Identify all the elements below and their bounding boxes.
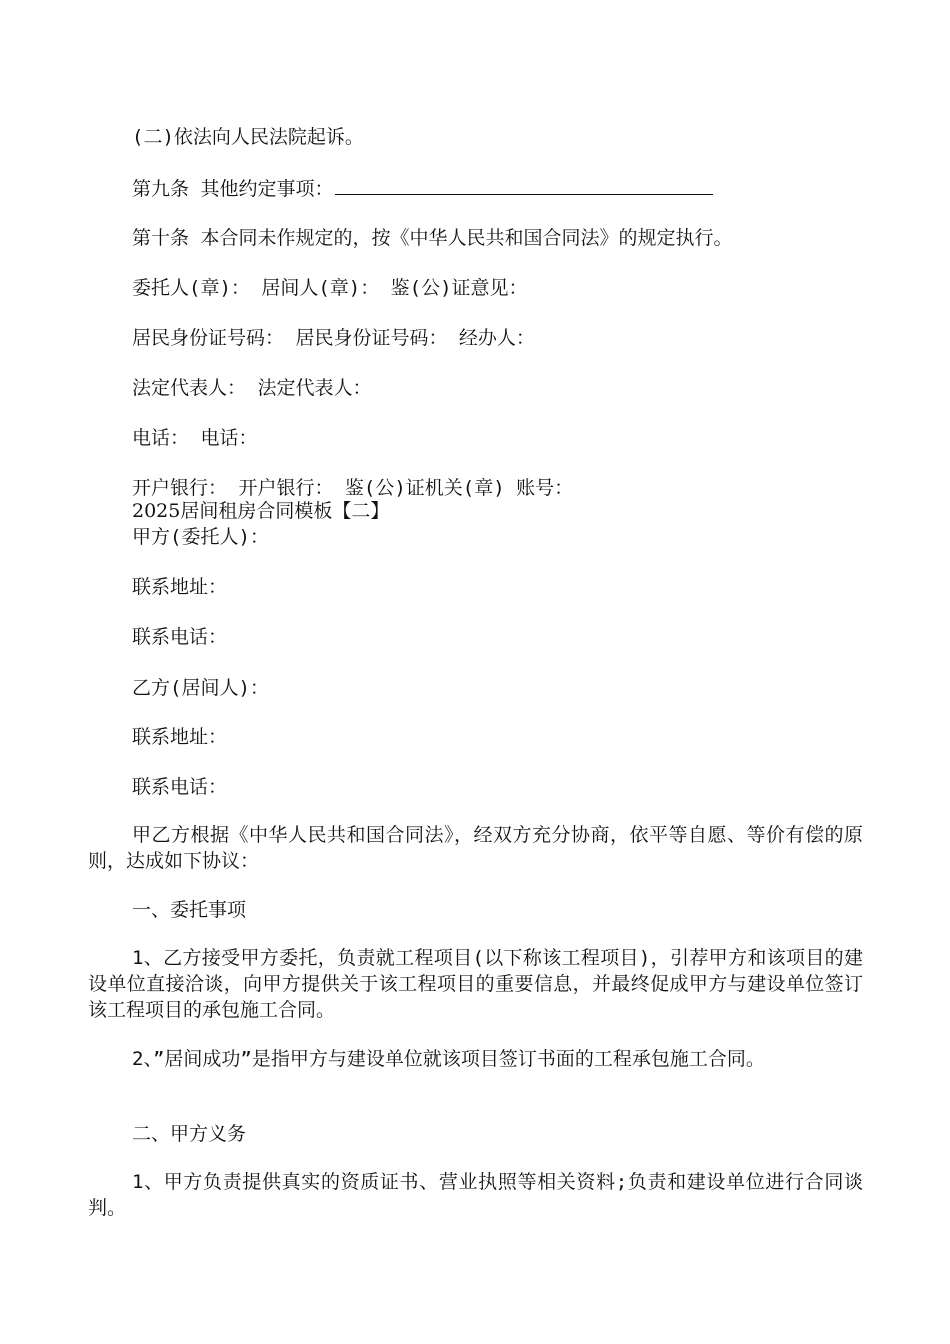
party-a-phone: 联系电话：	[132, 626, 228, 648]
preamble-paragraph: 甲乙方根据《中华人民共和国合同法》，经双方充分协商，依平等自愿、等价有偿的原则，达成如下协议：	[88, 824, 863, 872]
clause-1-2: 2、”居间成功”是指甲方与建设单位就该项目签订书面的工程承包施工合同。	[132, 1048, 765, 1070]
signature-line-phone: 电话： 电话：	[132, 427, 258, 449]
party-b-label: 乙方(居间人)：	[132, 677, 269, 699]
fill-in-blank[interactable]	[335, 176, 713, 195]
text-line-sue-court: (二)依法向人民法院起诉。	[132, 126, 364, 148]
party-b-address: 联系地址：	[132, 726, 228, 748]
party-a-address: 联系地址：	[132, 576, 228, 598]
clause-1-1: 1、乙方接受甲方委托，负责就工程项目(以下称该工程项目)，引荐甲方和该项目的建设单位直接洽谈，向甲方提供关于该工程项目的重要信息，并最终促成甲方与建设单位签订该工程项目的承包施工合同。	[88, 947, 863, 1021]
section-heading-party-a-obligations: 二、甲方义务	[132, 1123, 247, 1145]
party-b-phone: 联系电话：	[132, 776, 228, 798]
article-ten-line: 第十条 本合同未作规定的，按《中华人民共和国合同法》的规定执行。	[132, 227, 733, 249]
signature-line-id-numbers: 居民身份证号码： 居民身份证号码： 经办人：	[132, 327, 535, 349]
article-nine-label: 第九条 其他约定事项：	[132, 178, 334, 200]
party-a-label: 甲方(委托人)：	[132, 526, 269, 548]
signature-line-seals: 委托人(章)： 居间人(章)： 鉴(公)证意见：	[132, 277, 528, 299]
signature-line-bank: 开户银行： 开户银行： 鉴(公)证机关(章) 账号：	[132, 477, 574, 499]
article-nine-line	[132, 176, 713, 200]
section-heading-entrustment: 一、委托事项	[132, 899, 247, 921]
clause-2-1: 1、甲方负责提供真实的资质证书、营业执照等相关资料;负责和建设单位进行合同谈判。	[88, 1171, 863, 1219]
contract-title: 2025居间租房合同模板【二】	[132, 500, 390, 522]
signature-line-legal-rep: 法定代表人： 法定代表人：	[132, 377, 372, 399]
